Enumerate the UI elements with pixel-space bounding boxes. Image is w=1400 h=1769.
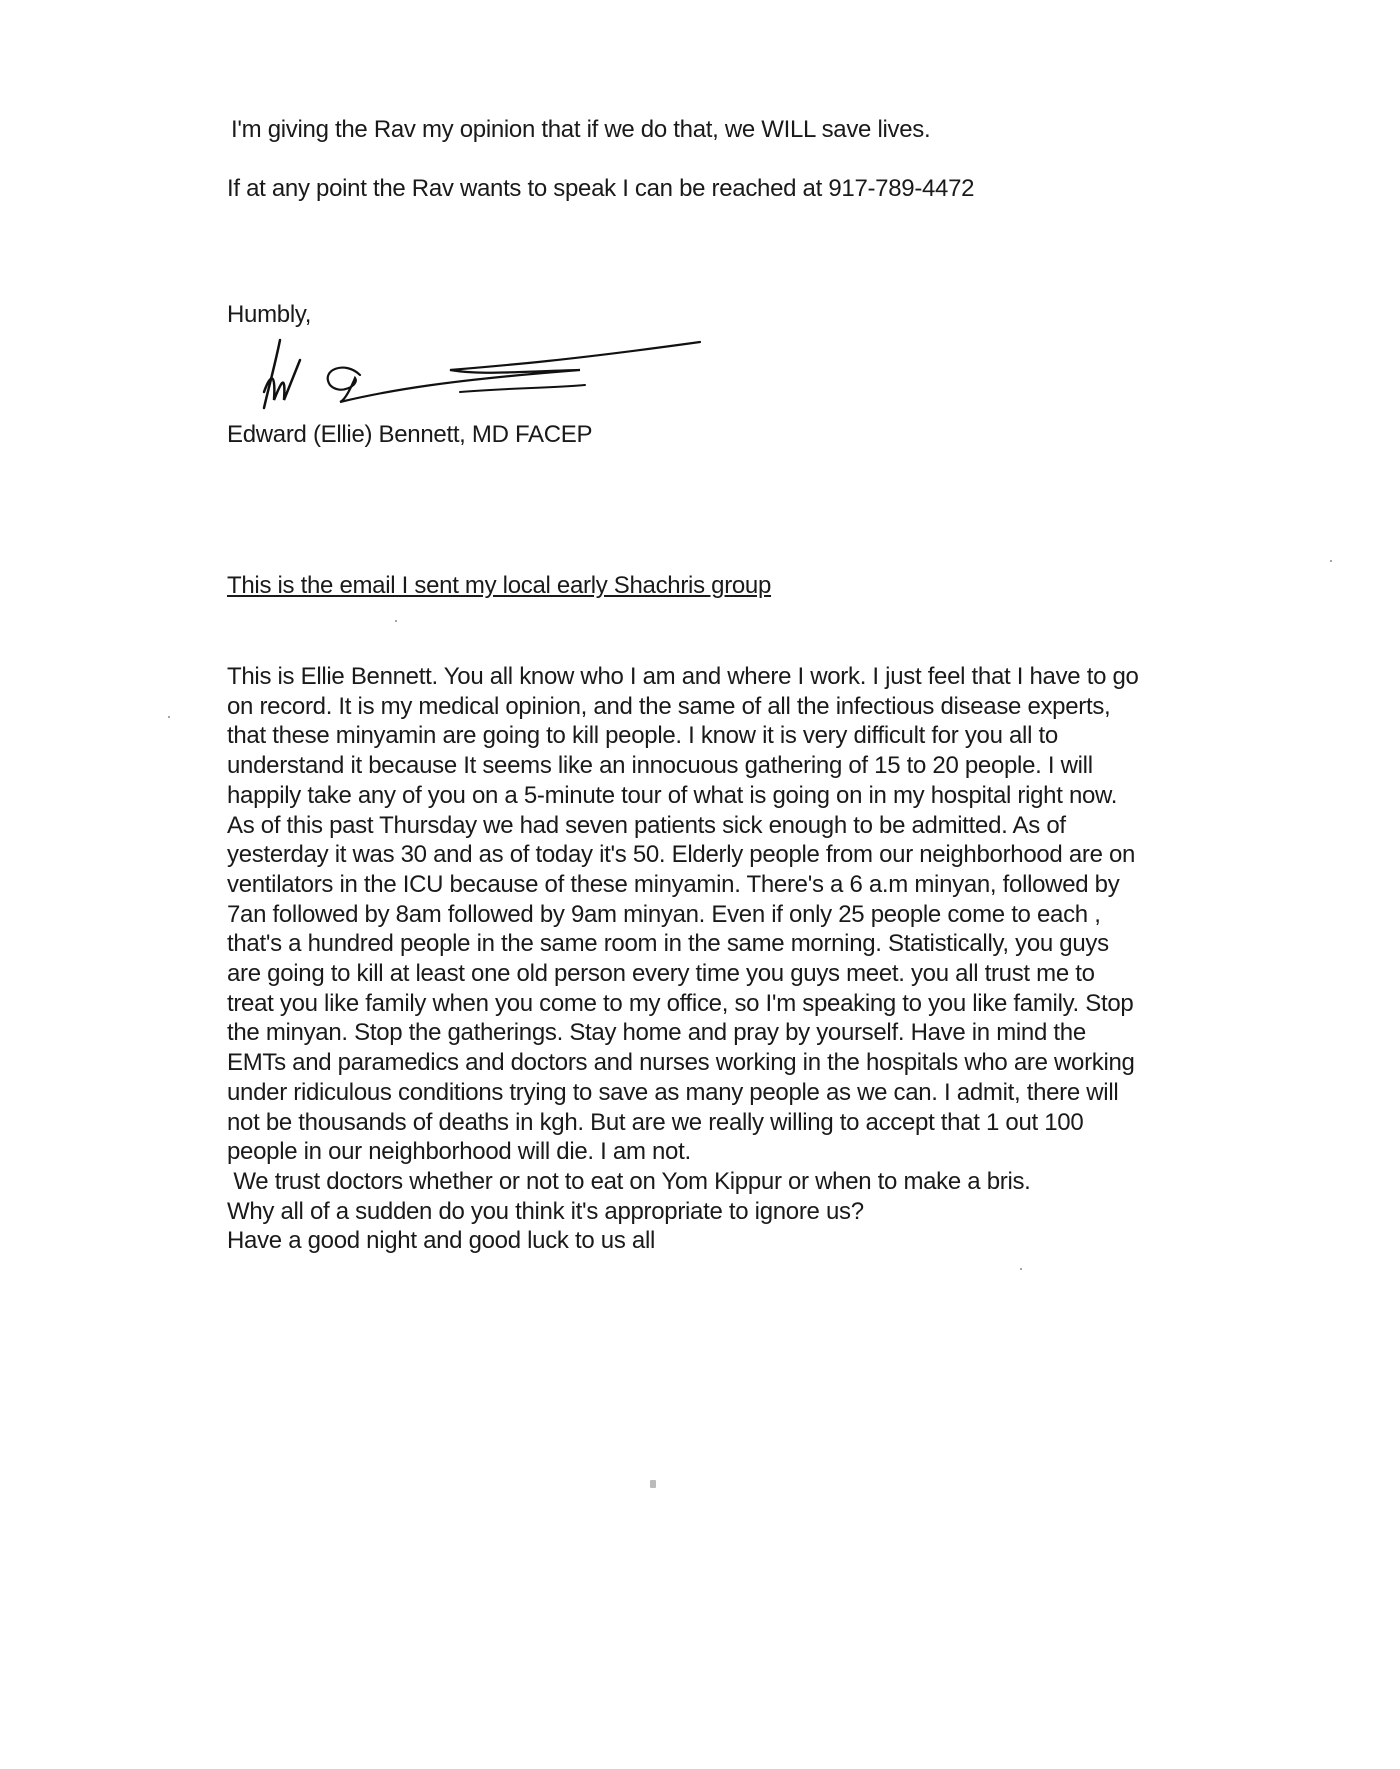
email-line: As of this past Thursday we had seven patients sick enough to be admitted. As of	[227, 811, 1066, 839]
email-line: EMTs and paramedics and doctors and nurses working in the hospitals who are working	[227, 1049, 1135, 1077]
email-line: Why all of a sudden do you think it's appropriate to ignore us?	[227, 1197, 864, 1225]
letter-line-contact: If at any point the Rav wants to speak I can be reached at 917-789-4472	[227, 175, 975, 202]
scan-speck	[168, 716, 170, 718]
scan-speck	[1330, 560, 1332, 562]
email-line: that these minyamin are going to kill people. I know it is very difficult for you all to	[227, 722, 1058, 750]
email-line: on record. It is my medical opinion, and the same of all the infectious disease experts,	[227, 692, 1111, 720]
email-line: happily take any of you on a 5-minute tour of what is going on in my hospital right now.	[227, 781, 1118, 809]
email-line: are going to kill at least one old person every time you guys meet. you all trust me to	[227, 960, 1095, 988]
email-body	[227, 662, 1139, 1256]
email-line: under ridiculous conditions trying to save as many people as we can. I admit, there will	[227, 1078, 1119, 1106]
letter-line-opinion: I'm giving the Rav my opinion that if we do that, we WILL save lives.	[231, 116, 931, 143]
email-line: that's a hundred people in the same room in the same morning. Statistically, you guys	[227, 930, 1109, 958]
email-heading: This is the email I sent my local early Shachris group	[227, 572, 772, 599]
scan-speck	[650, 1480, 656, 1488]
scan-speck	[395, 620, 397, 622]
email-line: the minyan. Stop the gatherings. Stay home and pray by yourself. Have in mind the	[227, 1019, 1086, 1047]
email-line: 7an followed by 8am followed by 9am minyan. Even if only 25 people come to each ,	[227, 900, 1101, 928]
email-line: ventilators in the ICU because of these minyamin. There's a 6 a.m minyan, followed by	[227, 870, 1120, 898]
signer-name: Edward (Ellie) Bennett, MD FACEP	[227, 421, 593, 448]
email-line: We trust doctors whether or not to eat on Yom Kippur or when to make a bris.	[227, 1167, 1031, 1195]
scan-speck	[1020, 1268, 1022, 1270]
email-line: yesterday it was 30 and as of today it's 50. Elderly people from our neighborhood are on	[227, 841, 1136, 869]
closing: Humbly,	[227, 301, 312, 328]
email-line: not be thousands of deaths in kgh. But are we really willing to accept that 1 out 100	[227, 1108, 1084, 1136]
signature	[250, 330, 710, 420]
email-line: Have a good night and good luck to us all	[227, 1227, 656, 1255]
email-line: people in our neighborhood will die. I am not.	[227, 1138, 691, 1166]
email-line: understand it because It seems like an innocuous gathering of 15 to 20 people. I will	[227, 752, 1093, 780]
email-line: treat you like family when you come to my office, so I'm speaking to you like family. Stop	[227, 989, 1134, 1017]
email-line: This is Ellie Bennett. You all know who I am and where I work. I just feel that I have to go	[227, 663, 1139, 690]
